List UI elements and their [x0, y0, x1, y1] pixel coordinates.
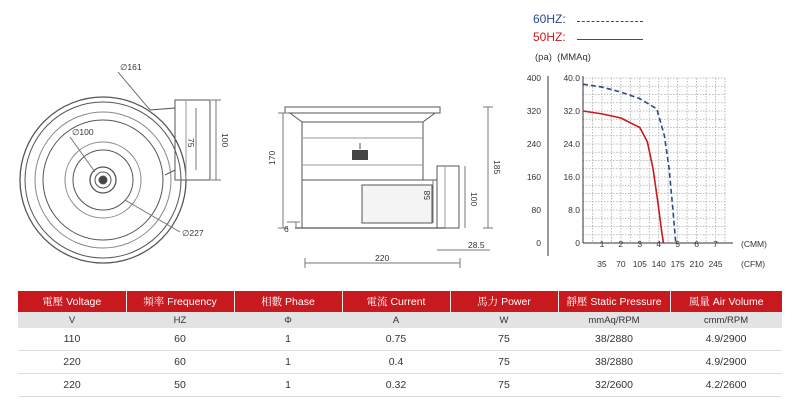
table-row [18, 328, 782, 351]
x-cmm-unit-label: (CMM) [741, 239, 767, 249]
x-cmm-tick-label: 4 [656, 239, 662, 249]
header-air-volume: 風量 Air Volume [670, 291, 782, 312]
header-power: 馬力 Power [450, 291, 558, 312]
y-axis-unit-label: (pa) (MMAq) [535, 52, 591, 63]
unit-current: A [342, 312, 450, 328]
x-cfm-unit-label: (CFM) [741, 259, 766, 269]
dim-height-58: 58 [422, 190, 432, 200]
table-row [18, 374, 782, 397]
table-cell: 75 [450, 374, 558, 397]
table-cell: 110 [18, 328, 126, 351]
table-cell: 220 [18, 351, 126, 374]
x-cmm-tick-label: 2 [618, 239, 624, 249]
x-cfm-tick-label: 70 [616, 259, 626, 269]
table-cell: 0.4 [342, 351, 450, 374]
y-mmaq-tick-label: 24.0 [563, 139, 580, 149]
table-cell: 220 [18, 374, 126, 397]
table-cell: 60 [126, 351, 234, 374]
y-mmaq-tick-label: 32.0 [563, 106, 580, 116]
table-cell: 38/2880 [558, 328, 670, 351]
table-cell: 1 [234, 374, 342, 397]
y-mmaq-tick-label: 40.0 [563, 73, 580, 83]
table-cell: 75 [450, 328, 558, 351]
dim-outlet-75: 75 [186, 138, 196, 148]
dim-width-220: 220 [375, 253, 390, 263]
x-cmm-tick-label: 3 [637, 239, 643, 249]
y-pa-tick-label: 240 [526, 139, 541, 149]
y-pa-tick-label: 80 [531, 205, 541, 215]
unit-frequency: HZ [126, 312, 234, 328]
header-static-pressure: 靜壓 Static Pressure [558, 291, 670, 312]
unit-voltage: V [18, 312, 126, 328]
dim-base-6: 6 [284, 224, 289, 234]
x-cmm-tick-label: 1 [599, 239, 605, 249]
header-frequency: 頻率 Frequency [126, 291, 234, 312]
x-cfm-tick-label: 140 [651, 259, 666, 269]
unit-air-volume: cmm/RPM [670, 312, 782, 328]
y-pa-tick-label: 400 [526, 73, 541, 83]
y-mmaq-tick-label: 16.0 [563, 172, 580, 182]
x-cfm-tick-label: 105 [632, 259, 647, 269]
x-cfm-tick-label: 210 [689, 259, 704, 269]
x-cfm-tick-label: 35 [597, 259, 607, 269]
table-row [18, 351, 782, 374]
table-header-row [18, 291, 782, 312]
dim-height-185: 185 [492, 160, 502, 175]
unit-phase: Φ [234, 312, 342, 328]
unit-static-pressure: mmAq/RPM [558, 312, 670, 328]
table-cell: 4.2/2600 [670, 374, 782, 397]
table-cell: 4.9/2900 [670, 328, 782, 351]
header-voltage: 電壓 Voltage [18, 291, 126, 312]
dim-outlet-100-side: 100 [469, 192, 479, 207]
y-mmaq-tick-label: 8.0 [568, 205, 580, 215]
dim-diameter-100: ∅100 [72, 127, 94, 137]
y-pa-tick-label: 320 [526, 106, 541, 116]
table-cell: 1 [234, 351, 342, 374]
chart-grid [583, 78, 725, 243]
table-cell: 0.75 [342, 328, 450, 351]
table-cell: 50 [126, 374, 234, 397]
y-pa-tick-label: 0 [536, 238, 541, 248]
y-pa-tick-label: 160 [526, 172, 541, 182]
y-mmaq-tick-label: 0 [575, 238, 580, 248]
x-cmm-tick-label: 7 [713, 239, 718, 249]
x-cfm-tick-label: 175 [670, 259, 685, 269]
series-line-60hz [583, 84, 676, 243]
dim-offset-28-5: 28.5 [468, 240, 485, 250]
table-cell: 60 [126, 328, 234, 351]
dim-outlet-100: 100 [220, 133, 230, 148]
table-cell: 32/2600 [558, 374, 670, 397]
table-cell: 0.32 [342, 374, 450, 397]
x-cmm-tick-label: 5 [675, 239, 681, 249]
dim-height-170: 170 [267, 150, 277, 165]
chart-series [583, 84, 676, 243]
table-cell: 4.9/2900 [670, 351, 782, 374]
x-cfm-tick-label: 245 [708, 259, 723, 269]
spec-table [18, 291, 782, 397]
legend-60hz-label: 60HZ: [533, 12, 566, 26]
table-cell: 38/2880 [558, 351, 670, 374]
table-units-row [18, 312, 782, 328]
table-cell: 75 [450, 351, 558, 374]
header-phase: 相數 Phase [234, 291, 342, 312]
x-cmm-tick-label: 6 [694, 239, 699, 249]
header-current: 電流 Current [342, 291, 450, 312]
unit-power: W [450, 312, 558, 328]
dim-diameter-227: ∅227 [182, 228, 204, 238]
table-cell: 1 [234, 328, 342, 351]
dim-diameter-161: ∅161 [120, 62, 142, 72]
legend-50hz-label: 50HZ: [533, 30, 566, 44]
